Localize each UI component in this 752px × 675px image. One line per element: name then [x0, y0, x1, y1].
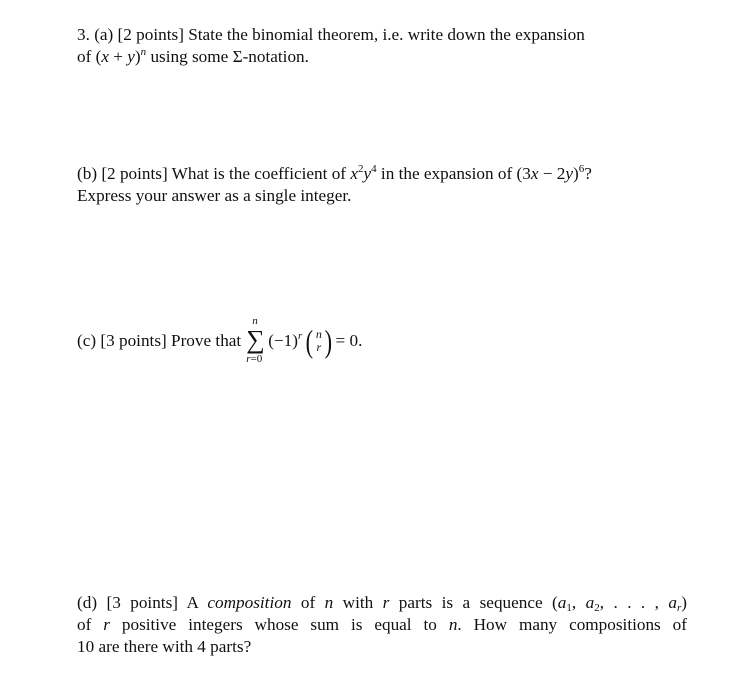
binom-bottom: r — [316, 340, 322, 354]
question-a-line2: of $(x + y)^n$ using some Σ-notation. — [77, 46, 309, 66]
question-a-line1: 3. (a) [2 points] State the binomial theorem, i.e. write down the expansion — [77, 25, 585, 44]
sigma-symbol: ∑ — [246, 325, 265, 354]
question-b-line1: (b) [2 points] What is the coefficient of $x^2y^4$ in the expansion of $(3x - 2y)^6$? — [77, 163, 592, 183]
question-c-text: (c) [3 points] Prove that — [77, 331, 242, 350]
sign-term: $(-1)^r$ — [268, 330, 303, 350]
sum-lower-limit: r=0 — [246, 353, 263, 365]
question-d — [77, 592, 687, 658]
summation — [246, 316, 268, 366]
question-d-line1: (d) [3 points] A composition of n with r parts is a sequence ($a_1$, $a_2$, . . . , $a_r$) — [77, 593, 688, 614]
equals-zero: = 0. — [335, 331, 363, 350]
question-b-line2: Express your answer as a single integer. — [77, 186, 352, 205]
question-c-row — [77, 316, 362, 366]
binomial-coefficient: ( n r ) — [305, 323, 332, 359]
question-a — [77, 24, 687, 68]
sum-upper-limit: n — [252, 315, 258, 327]
binom-top: n — [315, 327, 322, 341]
question-c — [77, 304, 687, 366]
question-b — [77, 163, 687, 207]
question-d-line2: of r positive integers whose sum is equal to n. How many compositions of — [77, 615, 687, 634]
question-d-line3: 10 are there with 4 parts? — [77, 637, 252, 656]
